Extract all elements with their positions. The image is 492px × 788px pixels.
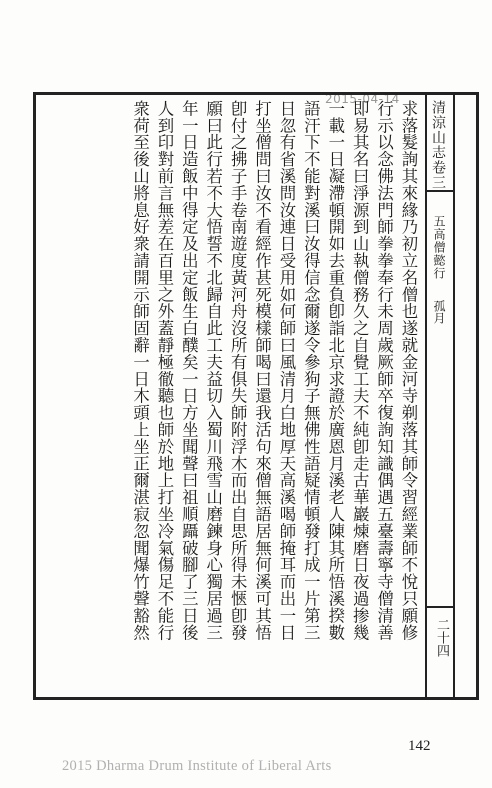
volume-text: 卷三 [430,160,446,190]
section-title: 五高僧懿行 [432,215,446,280]
chinese-page-number: 二十四 [434,618,449,657]
text-column: 語汗下不能對溪曰汝得信念爾遂令參狗子無佛性語疑情頓發打成一片第三 [301,100,321,641]
text-column: 行示以念佛法門師拳拳奉行未周歲厥師卒復詢知識偶遇五臺壽寧寺僧清善 [374,100,394,641]
body-text [46,100,420,692]
date-watermark: 2015-04-14 [325,92,400,106]
credit-watermark: 2015 Dharma Drum Institute of Liberal Arts [62,758,332,774]
text-column: 人到印對前言無差在百里之外蓋靜極徹聽也師於地上打坐冷氣傷足不能行 [154,100,174,641]
text-column: 打坐僧問曰汝不看經作甚死模樣師喝曰還我活句來僧無語居無何溪可其悟 [252,100,272,641]
text-column: 即易其名曰淨源到山執僧務久之自覺工夫不純卽走古華巖煉磨日夜過掺幾 [350,100,370,641]
book-title [428,100,448,190]
margin-divider [425,190,455,192]
text-column: 衆荷至後山將息好衆請開示師固辭一日木頭上坐正爾湛寂忽聞爆竹聲豁然 [130,100,150,641]
text-column: 年一日造飯中得定及出定飯生白醭矣一日方坐聞聲曰祖順躡破腳了三日後 [179,100,199,641]
author-name: 孤月 [432,300,446,324]
margin-divider [425,606,455,608]
text-column: 一載一日凝滯頓開如去重負卽詣北京求證於廣恩月溪老人陳其所悟溪揆數 [325,100,345,641]
text-column: 日忽有省溪問汝連日受用如何師曰風清月白地厚天高溪喝師掩耳而出一日 [276,100,296,641]
page-number: 142 [408,738,431,754]
text-column: 卽付之拂子手卷南遊度黃河舟沒所有俱失師附浮木而出自思所得未愜卽發 [228,100,248,641]
text-column: 願曰此行若不大悟誓不北歸自此工夫益切入蜀川飛雪山磨鍊身心獨居過三 [203,100,223,641]
text-column: 求落髮詢其來緣乃初立名僧也遂就金河寺剃落其師令習經業師不悅只願修 [399,100,418,641]
book-title-text: 清涼山志 [430,100,446,160]
